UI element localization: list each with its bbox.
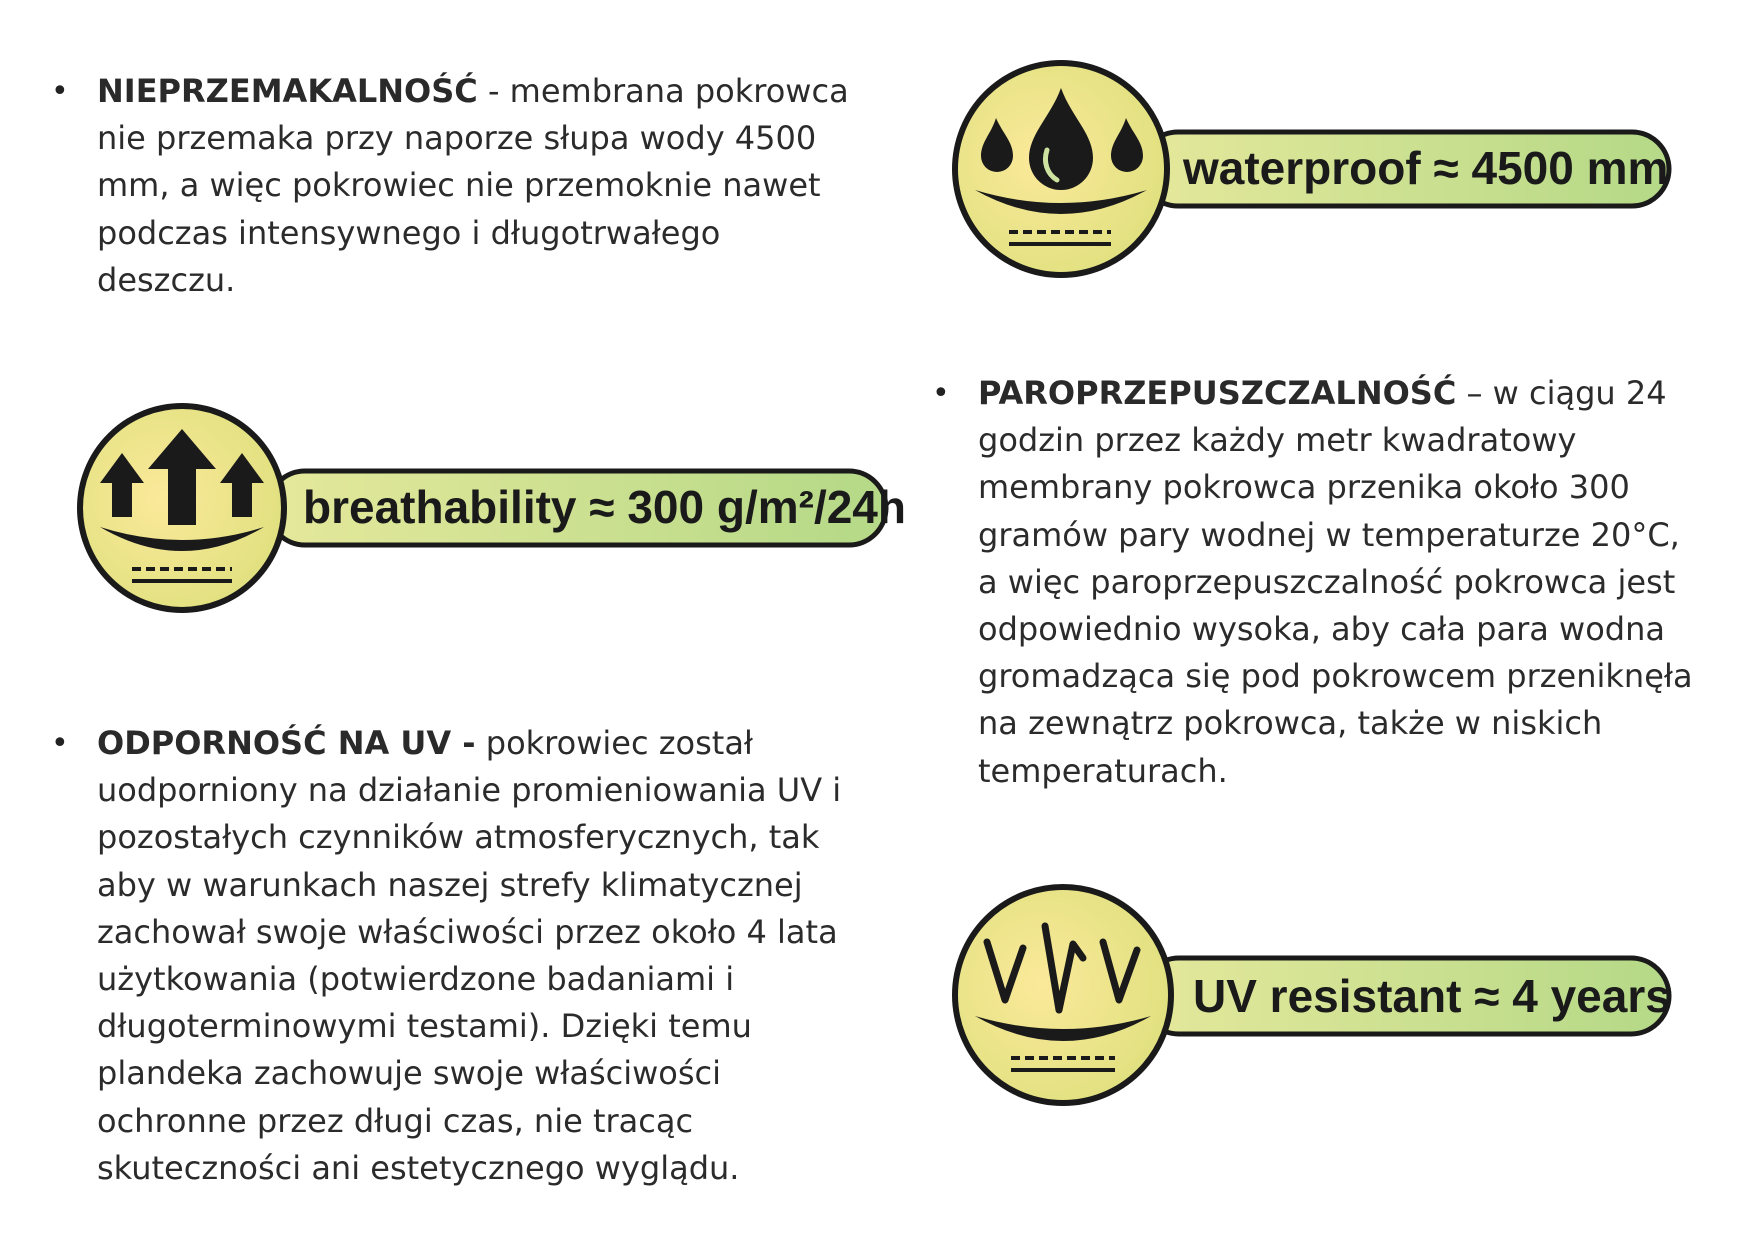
badge-label: UV resistant ≈ 4 years bbox=[1193, 970, 1671, 1022]
feature-title: ODPORNOŚĆ NA UV - bbox=[97, 724, 476, 762]
feature-uv-resistance bbox=[51, 720, 917, 1192]
feature-title: NIEPRZEMAKALNOŚĆ bbox=[97, 72, 478, 110]
bullet-icon: • bbox=[51, 726, 69, 761]
bullet-icon: • bbox=[932, 376, 950, 411]
feature-body: pokrowiec został uodporniony na działanie promieniowania UV i pozostałych czynników atmosferycznych, tak aby w warunkach naszej strefy klimatycznej zachował swoje właściwości przez około 4 lata użytkowania (potwierdzone badaniami i długoterminowymi testami). Dzięki temu plandeka zachowuje swoje właściwości ochronne przez długi czas, nie tracąc skuteczności ani estetycznego wyglądu. bbox=[97, 724, 842, 1187]
feature-title: PAROPRZEPUSZCZALNOŚĆ bbox=[978, 374, 1457, 412]
feature-body: – w ciągu 24 godzin przez każdy metr kwadratowy membrany pokrowca przenika około 300 gramów pary wodnej w temperaturze 20°C, a więc paroprzepuszczalność pokrowca jest odpowiednio wysoka, aby cała para wodna gromadząca się pod pokrowcem przeniknęła na zewnątrz pokrowca, także w niskich temperaturach. bbox=[978, 374, 1693, 790]
badge-label: waterproof ≈ 4500 mm bbox=[1183, 142, 1669, 194]
badge-uv-resistant bbox=[951, 882, 1679, 1108]
badge-breathability bbox=[78, 401, 906, 623]
feature-waterproof bbox=[51, 68, 897, 304]
badge-label: breathability ≈ 300 g/m²/24h bbox=[303, 481, 906, 533]
feature-breathability bbox=[932, 370, 1738, 795]
badge-waterproof bbox=[951, 58, 1679, 280]
feature-body: - membrana pokrowca nie przemaka przy naporze słupa wody 4500 mm, a więc pokrowiec nie przemoknie nawet podczas intensywnego i długotrwałego deszczu. bbox=[97, 72, 849, 299]
bullet-icon: • bbox=[51, 74, 69, 109]
